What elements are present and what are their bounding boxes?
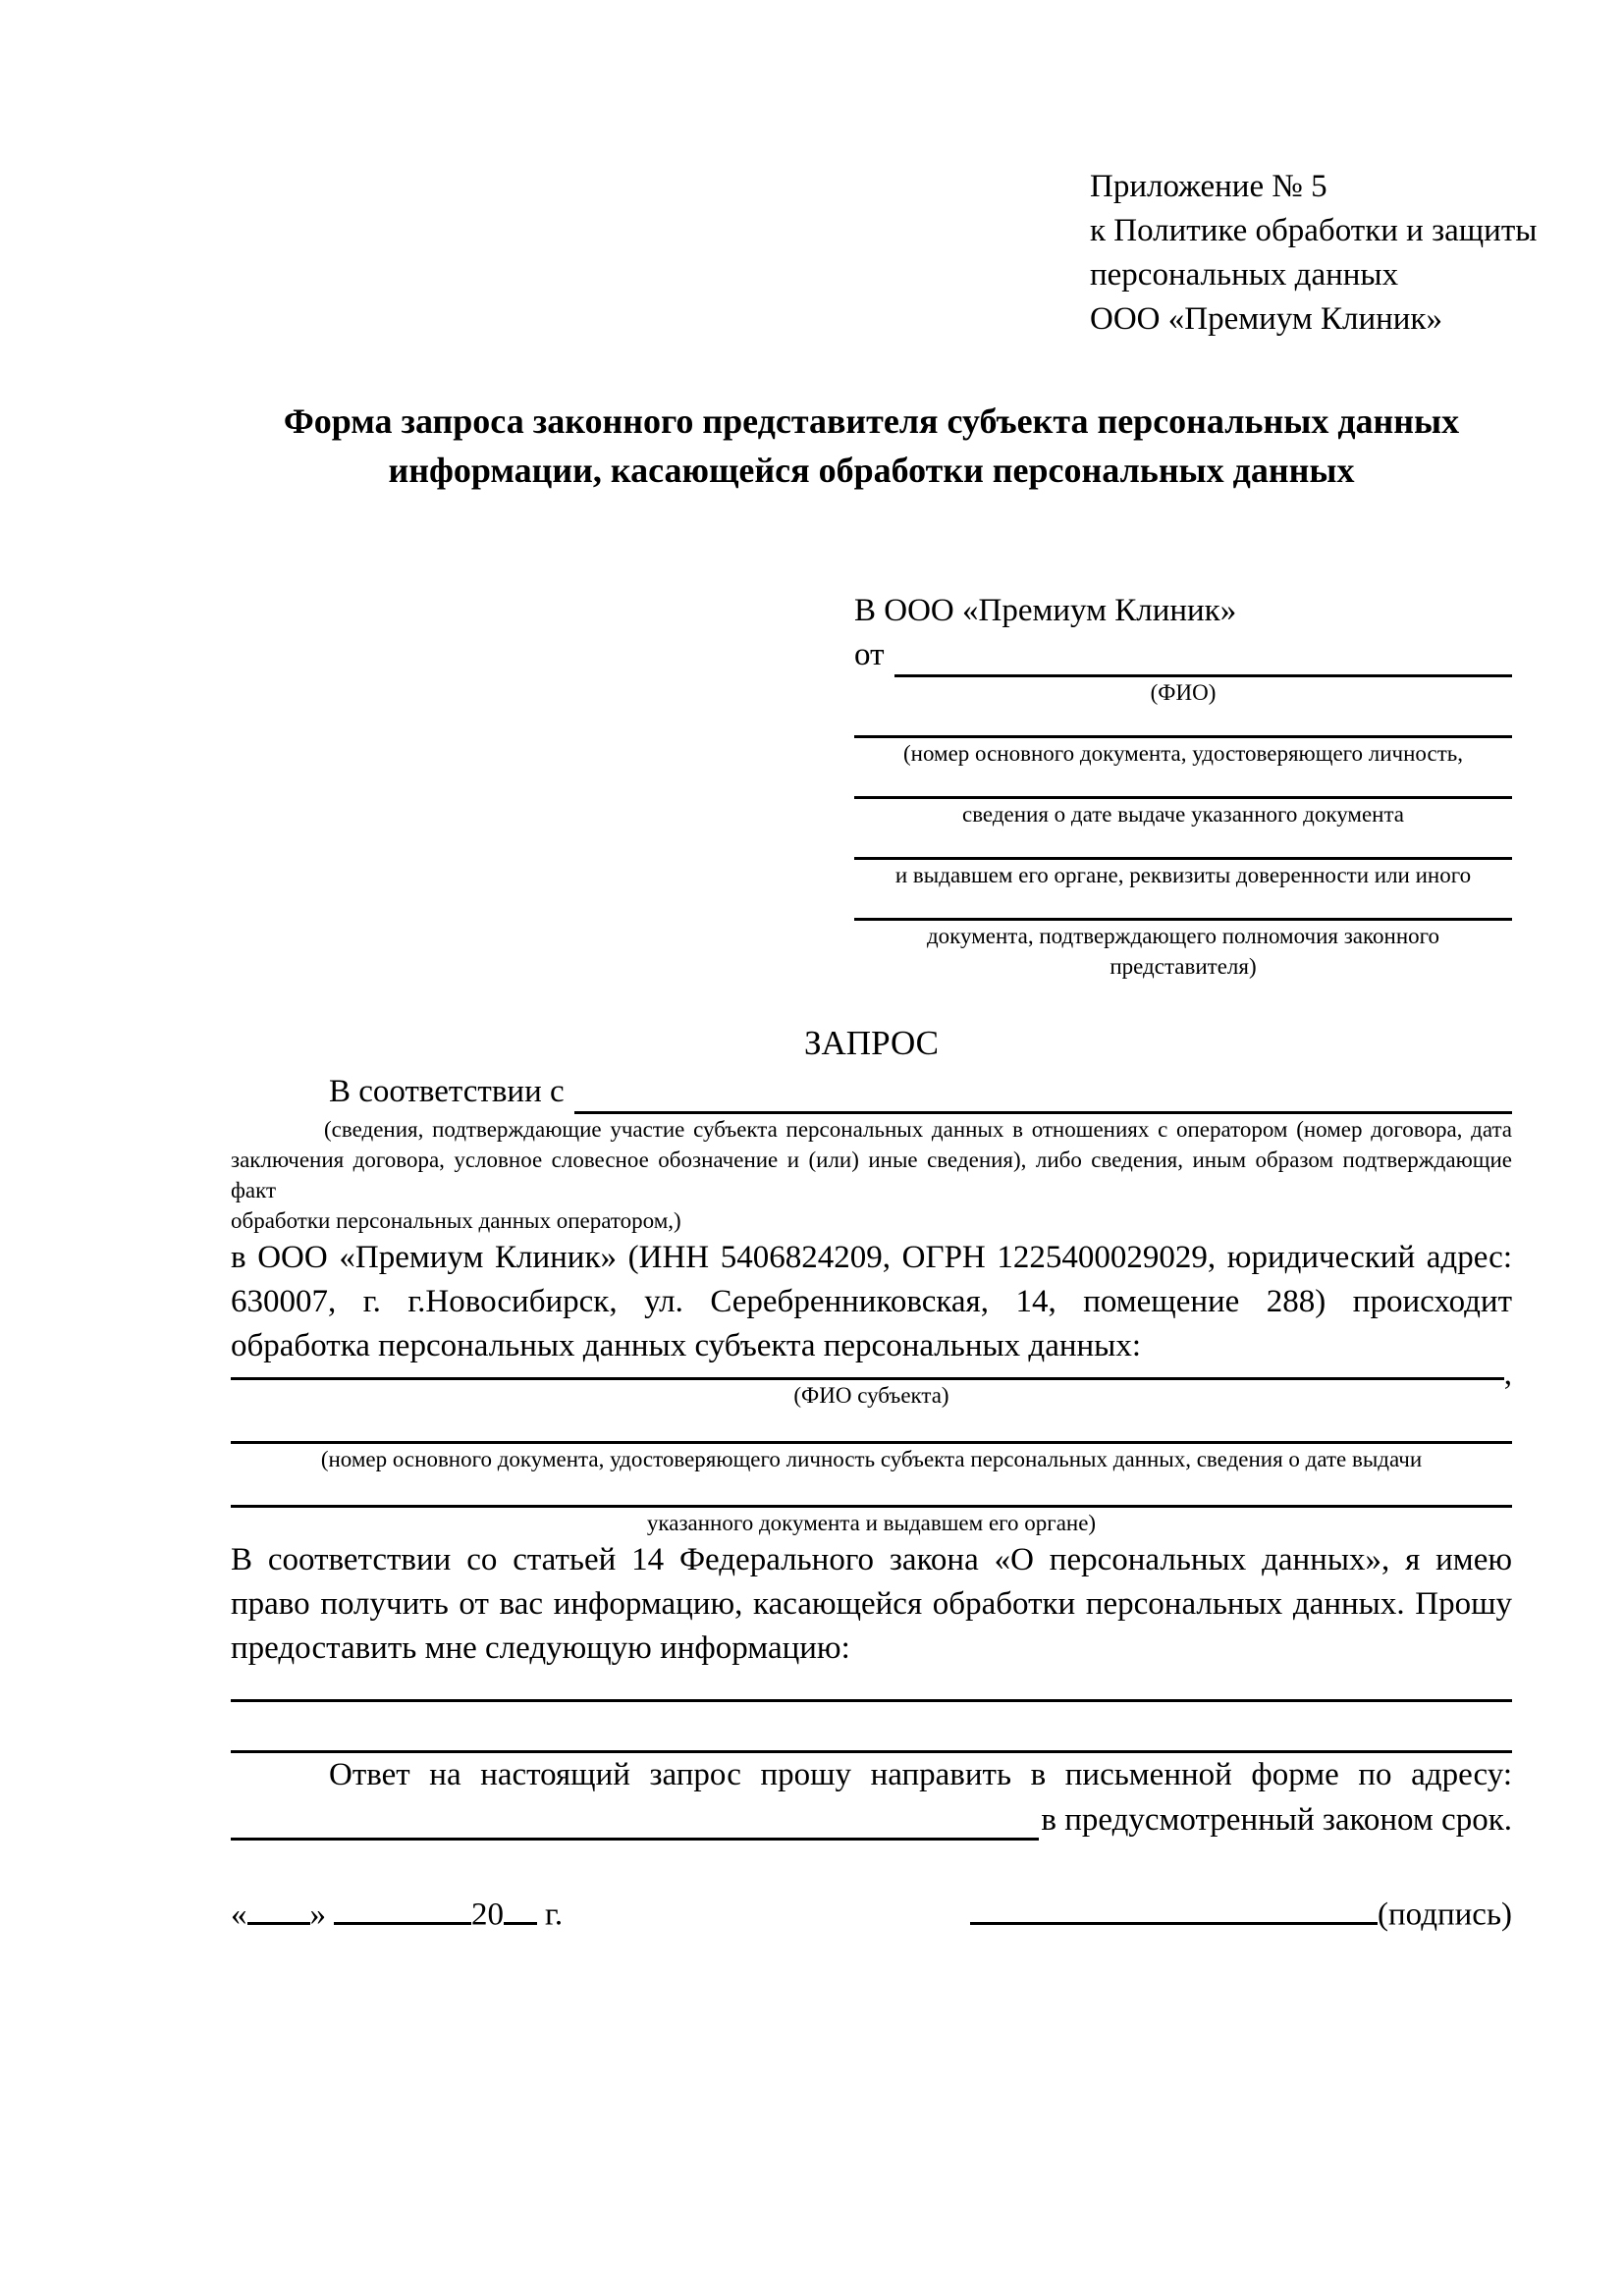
reply-suffix: в предусмотренный законом срок. — [1041, 1802, 1512, 1838]
reply-address-row — [231, 1799, 1512, 1841]
basis-caption-line: обработки персональных данных оператором,) — [231, 1208, 681, 1233]
representative-name-field-line[interactable] — [894, 633, 1513, 677]
from-label: от — [854, 637, 885, 672]
document-title — [231, 397, 1512, 495]
date-group — [231, 1892, 563, 1938]
fio-caption: (ФИО) — [1150, 680, 1217, 705]
subject-id-document-field-line[interactable] — [231, 1411, 1512, 1444]
id-document-number-field-line[interactable] — [854, 708, 1512, 738]
basis-field-line[interactable] — [574, 1070, 1512, 1114]
subject-name-row — [231, 1357, 1512, 1392]
comma: , — [1503, 1357, 1512, 1392]
quote-open: « — [231, 1896, 247, 1933]
requested-info-field-line[interactable] — [231, 1671, 1512, 1702]
law-paragraph-line: предоставить мне следующую информацию: — [231, 1630, 850, 1666]
title-line: Форма запроса законного представителя субъекта персональных данных — [283, 401, 1460, 441]
reply-address-field-line[interactable] — [231, 1799, 1039, 1841]
year-prefix: 20 — [471, 1896, 504, 1933]
operator-paragraph-line: 630007, г. г.Новосибирск, ул. Серебренниковская, 14, помещение 288) происходит — [231, 1284, 1512, 1319]
request-heading: ЗАПРОС — [803, 1024, 940, 1062]
law-paragraph-line: право получить от вас информацию, касающейся обработки персональных данных. Прошу — [231, 1586, 1512, 1622]
signature-group — [970, 1892, 1512, 1938]
addressee-organization: В ООО «Премиум Клиник» — [854, 593, 1237, 628]
reply-paragraph-line: Ответ на настоящий запрос прошу направить в письменной форме по адресу: — [329, 1757, 1512, 1792]
field-caption: и выдавшем его органе, реквизиты доверенности или иного — [894, 863, 1472, 887]
footer-row — [231, 1892, 1512, 1938]
basis-label: В соответствии с — [329, 1074, 565, 1109]
subject-fio-caption: (ФИО субъекта) — [793, 1383, 949, 1408]
operator-paragraph-line: обработка персональных данных субъекта персональных данных: — [231, 1328, 1141, 1363]
field-caption: (номер основного документа, удостоверяющего личность субъекта персональных данных, сведения о дате выдачи — [320, 1447, 1423, 1471]
addressee-block — [854, 589, 1512, 982]
law-paragraph-line: В соответствии со статьей 14 Федерального закона «О персональных данных», я имею — [231, 1542, 1512, 1577]
requested-info-field-line[interactable] — [231, 1702, 1512, 1753]
id-document-issue-date-field-line[interactable] — [854, 769, 1512, 799]
basis-row — [231, 1070, 1512, 1114]
day-field-line[interactable] — [247, 1892, 310, 1925]
appendix-line: персональных данных — [1090, 257, 1399, 293]
basis-caption-line: заключения договора, условное словесное обозначение и (или) иные сведения), либо сведения, иным образом подтверждающие факт — [231, 1148, 1512, 1202]
title-line: информации, касающейся обработки персональных данных — [388, 451, 1355, 490]
year-field-line[interactable] — [504, 1892, 537, 1925]
field-caption: сведения о дате выдаче указанного документа — [961, 802, 1405, 827]
month-field-line[interactable] — [334, 1892, 471, 1925]
signature-caption: (подпись) — [1378, 1896, 1512, 1933]
quote-close: » — [309, 1896, 326, 1933]
power-of-attorney-field-line[interactable] — [854, 890, 1512, 921]
appendix-line: к Политике обработки и защиты — [1090, 213, 1538, 248]
from-row — [854, 633, 1512, 677]
operator-paragraph-line: в ООО «Премиум Клиник» (ИНН 5406824209, ОГРН 1225400029029, юридический адрес: — [231, 1240, 1512, 1275]
field-caption: указанного документа и выдавшем его органе) — [646, 1511, 1097, 1535]
subject-document-issuer-field-line[interactable] — [231, 1474, 1512, 1508]
appendix-line: ООО «Премиум Клиник» — [1090, 301, 1442, 337]
field-caption: (номер основного документа, удостоверяющего личность, — [902, 741, 1463, 766]
subject-name-field-line[interactable] — [231, 1368, 1504, 1380]
appendix-line: Приложение № 5 — [1090, 169, 1327, 204]
basis-caption-line: (сведения, подтверждающие участие субъекта персональных данных в отношениях с оператором (номер договора, дата — [324, 1117, 1512, 1142]
issuing-authority-field-line[interactable] — [854, 829, 1512, 860]
signature-field-line[interactable] — [970, 1892, 1378, 1925]
field-caption: документа, подтверждающего полномочия законного представителя) — [926, 924, 1439, 979]
year-suffix: г. — [545, 1896, 564, 1933]
appendix-block — [1090, 165, 1538, 342]
